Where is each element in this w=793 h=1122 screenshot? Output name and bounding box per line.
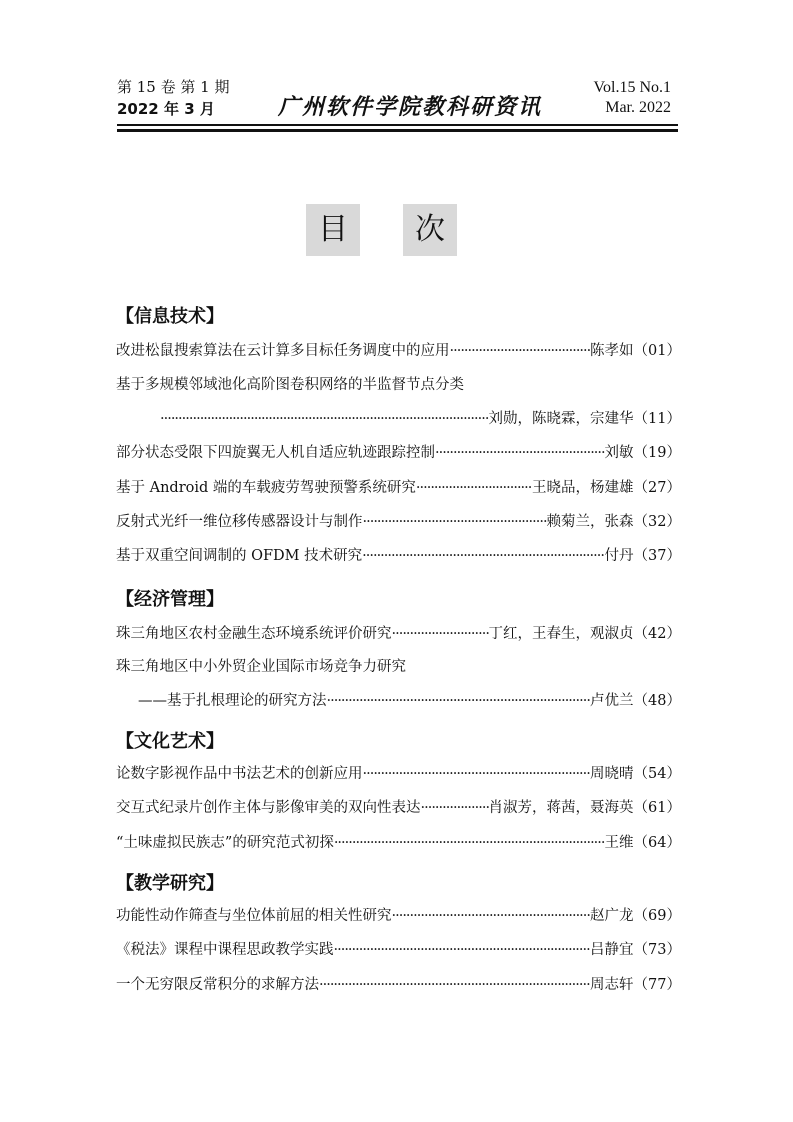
entry-page: （69） xyxy=(633,908,681,924)
entry-title: 基于多规模邻域池化高阶图卷积网络的半监督节点分类 xyxy=(116,377,464,393)
toc-entry[interactable] xyxy=(116,624,681,644)
entry-title: 改进松鼠搜索算法在云计算多目标任务调度中的应用 xyxy=(116,343,450,359)
toc-title-char-2: 次 xyxy=(403,204,457,256)
entry-page: （77） xyxy=(633,977,681,993)
header-rule-thin xyxy=(117,124,678,126)
toc-entry[interactable] xyxy=(116,764,681,784)
entry-author: 赵广龙 xyxy=(590,908,634,924)
entry-author: 肖淑芳，蒋茜，聂海英 xyxy=(488,800,634,816)
entry-title: 基于 Android 端的车载疲劳驾驶预警系统研究 xyxy=(116,480,416,496)
header-rule-thick xyxy=(117,129,678,132)
leader-dots xyxy=(435,443,605,463)
leader-dots xyxy=(334,833,605,853)
entry-title: 一个无穷限反常积分的求解方法 xyxy=(116,977,319,993)
date-cn: 2022 年 3 月 xyxy=(117,100,215,118)
entry-author: 丁红，王春生，观淑贞 xyxy=(488,626,634,642)
entry-page: （64） xyxy=(633,835,681,851)
toc-entry[interactable] xyxy=(116,443,681,463)
volume-en: Vol.15 No.1 xyxy=(593,79,671,96)
entry-title: 珠三角地区中小外贸企业国际市场竞争力研究 xyxy=(116,659,406,675)
entry-page: （32） xyxy=(633,514,681,530)
toc-entry-continuation[interactable] xyxy=(138,691,681,711)
toc-entry-continuation[interactable] xyxy=(160,409,681,429)
entry-author: 刘敏 xyxy=(604,445,634,461)
section-heading: 【教学研究】 xyxy=(116,873,224,894)
entry-subtitle: ——基于扎根理论的研究方法 xyxy=(138,693,327,709)
entry-page: （48） xyxy=(633,693,681,709)
entry-title: “土味虚拟民族志”的研究范式初探 xyxy=(116,835,334,851)
entry-page: （19） xyxy=(633,445,681,461)
volume-cn: 第 15 卷 第 1 期 xyxy=(117,78,230,96)
entry-author: 付丹 xyxy=(604,548,634,564)
leader-dots xyxy=(334,940,591,960)
leader-dots xyxy=(363,512,547,532)
section-heading: 【信息技术】 xyxy=(116,306,224,327)
entry-title: 功能性动作筛查与坐位体前屈的相关性研究 xyxy=(116,908,392,924)
entry-page: （42） xyxy=(633,626,681,642)
toc-entry[interactable] xyxy=(116,657,681,677)
toc-entry[interactable] xyxy=(116,546,681,566)
entry-title: 论数字影视作品中书法艺术的创新应用 xyxy=(116,766,363,782)
entry-author: 周晓晴 xyxy=(590,766,634,782)
entry-page: （01） xyxy=(633,343,681,359)
leader-dots xyxy=(327,691,591,711)
entry-author: 吕静宜 xyxy=(590,942,634,958)
entry-title: 部分状态受限下四旋翼无人机自适应轨迹跟踪控制 xyxy=(116,445,435,461)
toc-entry[interactable] xyxy=(116,940,681,960)
section-heading: 【文化艺术】 xyxy=(116,731,224,752)
entry-page: （61） xyxy=(633,800,681,816)
toc-entry[interactable] xyxy=(116,478,681,498)
entry-title: 《税法》课程中课程思政教学实践 xyxy=(116,942,334,958)
toc-entry[interactable] xyxy=(116,375,681,395)
entry-page: （27） xyxy=(633,480,681,496)
leader-dots xyxy=(421,798,489,818)
toc-entry[interactable] xyxy=(116,341,681,361)
entry-author: 陈孝如 xyxy=(590,343,634,359)
entry-title: 珠三角地区农村金融生态环境系统评价研究 xyxy=(116,626,392,642)
entry-page: （11） xyxy=(633,411,681,427)
toc-entry[interactable] xyxy=(116,798,681,818)
entry-page: （37） xyxy=(633,548,681,564)
leader-dots xyxy=(392,906,591,926)
toc-entry[interactable] xyxy=(116,906,681,926)
leader-dots xyxy=(416,478,532,498)
toc-entry[interactable] xyxy=(116,975,681,995)
toc-title-char-1: 目 xyxy=(306,204,360,256)
toc-entry[interactable] xyxy=(116,512,681,532)
entry-author: 周志轩 xyxy=(590,977,634,993)
section-heading: 【经济管理】 xyxy=(116,589,224,610)
entry-page: （73） xyxy=(633,942,681,958)
entry-author: 王维 xyxy=(604,835,634,851)
leader-dots xyxy=(160,409,489,429)
leader-dots xyxy=(363,764,591,784)
entry-author: 刘勋，陈晓霖，宗建华 xyxy=(488,411,634,427)
issue-info-cn xyxy=(117,76,229,120)
entry-author: 卢优兰 xyxy=(590,693,634,709)
entry-title: 反射式光纤一维位移传感器设计与制作 xyxy=(116,514,363,530)
entry-author: 赖菊兰，张森 xyxy=(546,514,634,530)
leader-dots xyxy=(362,546,604,566)
entry-page: （54） xyxy=(633,766,681,782)
issue-info-en xyxy=(594,78,672,118)
leader-dots xyxy=(319,975,590,995)
date-en: Mar. 2022 xyxy=(605,99,671,116)
leader-dots xyxy=(392,624,489,644)
toc-entry[interactable] xyxy=(116,833,681,853)
leader-dots xyxy=(450,341,591,361)
entry-title: 基于双重空间调制的 OFDM 技术研究 xyxy=(116,548,363,564)
entry-author: 王晓品，杨建雄 xyxy=(532,480,634,496)
journal-title: 广州软件学院教科研资讯 xyxy=(277,94,542,120)
entry-title: 交互式纪录片创作主体与影像审美的双向性表达 xyxy=(116,800,421,816)
